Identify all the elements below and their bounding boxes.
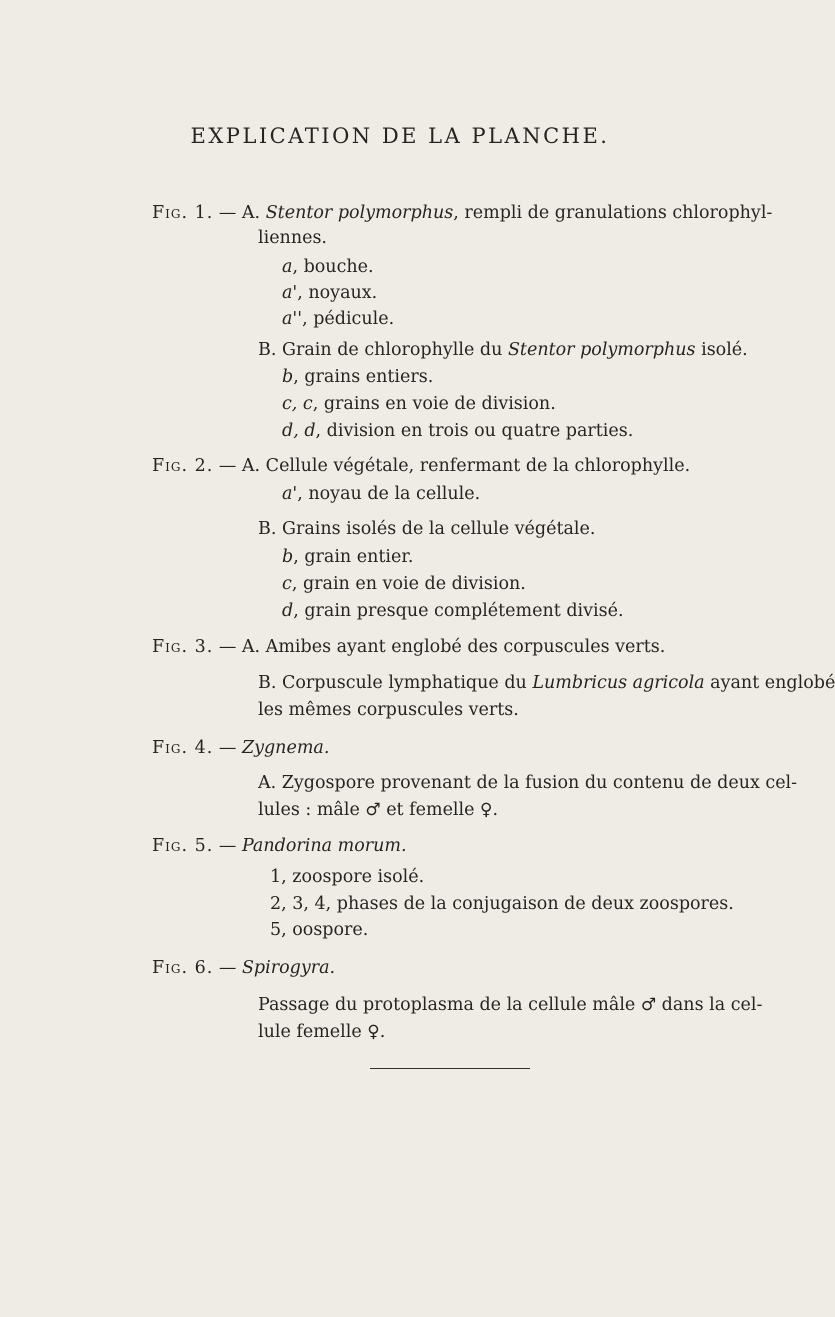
female-symbol-icon: ♀ (367, 1022, 380, 1042)
fig4-heading: Fig. 4. — Zygnema. (152, 738, 330, 758)
female-symbol-icon: ♀ (480, 800, 493, 820)
list-item: a, bouche. (282, 257, 374, 277)
fig1-line-a-cont: liennes. (258, 228, 327, 248)
fig3-line-b: B. Corpuscule lymphatique du Lumbricus agricola ayant englobé (258, 673, 835, 693)
fig6-line: Passage du protoplasma de la cellule mâle ♂ dans la cel- (258, 995, 763, 1015)
fig4-line-a: A. Zygospore provenant de la fusion du contenu de deux cel- (258, 773, 798, 793)
fig5-label: Fig. 5. (152, 836, 214, 856)
list-item: b, grains entiers. (282, 367, 434, 387)
page-title: EXPLICATION DE LA PLANCHE. (190, 124, 610, 148)
fig2-line-a: Fig. 2. — A. Cellule végétale, renfermant de la chlorophylle. (152, 456, 691, 476)
fig3-line-b-cont: les mêmes corpuscules verts. (258, 700, 519, 720)
male-symbol-icon: ♂ (640, 995, 657, 1015)
fig1-label: Fig. 1. (152, 203, 214, 223)
male-symbol-icon: ♂ (365, 800, 381, 820)
list-item: 1, zoospore isolé. (270, 867, 425, 887)
fig3-line-a: Fig. 3. — A. Amibes ayant englobé des corpuscules verts. (152, 637, 666, 657)
fig5-heading: Fig. 5. — Pandorina morum. (152, 836, 407, 856)
list-item: a'', pédicule. (282, 309, 395, 329)
list-item: d, d, division en trois ou quatre parties. (282, 421, 634, 441)
fig3-label: Fig. 3. (152, 637, 214, 657)
list-item: c, c, grains en voie de division. (282, 394, 556, 414)
fig4-line-a-cont: lules : mâle ♂ et femelle ♀. (258, 800, 499, 820)
fig6-label: Fig. 6. (152, 958, 214, 978)
list-item: c, grain en voie de division. (282, 574, 526, 594)
fig1-species: Stentor polymorphus (265, 203, 454, 223)
fig6-heading: Fig. 6. — Spirogyra. (152, 958, 336, 978)
list-item: b, grain entier. (282, 547, 414, 567)
fig1-line-a: Fig. 1. — A. Stentor polymorphus, rempli de granulations chlorophyl- (152, 203, 773, 223)
fig1-line-b: B. Grain de chlorophylle du Stentor polymorphus isolé. (258, 340, 748, 360)
fig2-line-b: B. Grains isolés de la cellule végétale. (258, 519, 596, 539)
list-item: a', noyau de la cellule. (282, 484, 481, 504)
fig6-line-cont: lule femelle ♀. (258, 1022, 386, 1042)
list-item: 2, 3, 4, phases de la conjugaison de deux zoospores. (270, 894, 734, 914)
list-item: d, grain presque complétement divisé. (282, 601, 624, 621)
fig2-label: Fig. 2. (152, 456, 214, 476)
fig4-label: Fig. 4. (152, 738, 214, 758)
list-item: a', noyaux. (282, 283, 378, 303)
closing-rule (370, 1068, 530, 1069)
list-item: 5, oospore. (270, 920, 369, 940)
